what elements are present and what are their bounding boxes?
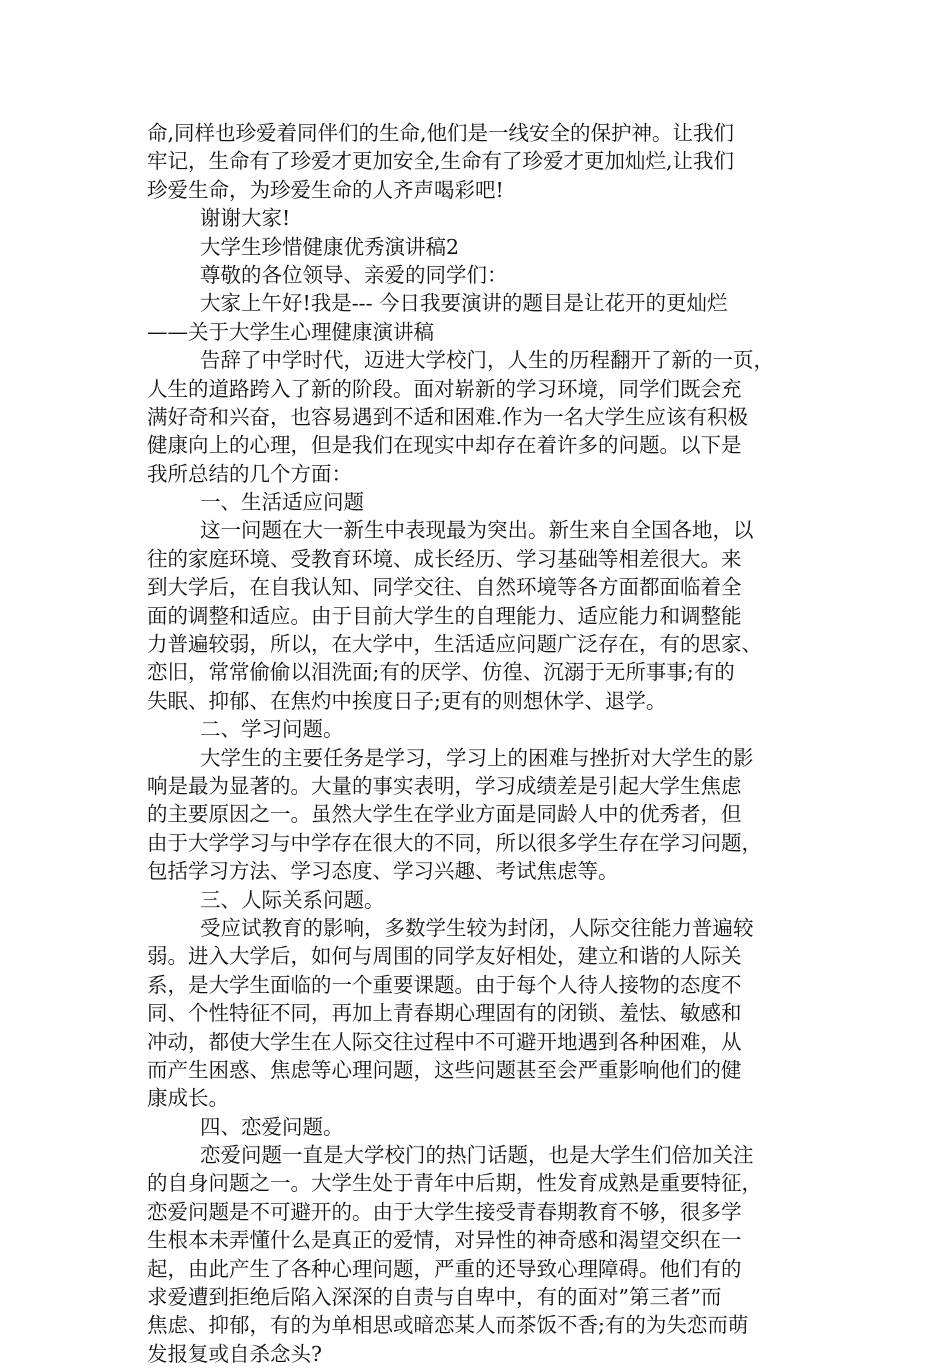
text-line: 命,同样也珍爱着同伴们的生命,他们是一线安全的保护神。让我们 — [147, 121, 735, 145]
text-line: 到大学后，在自我认知、同学交往、自然环境等各方面都面临着全 — [147, 575, 742, 600]
text-line: 发报复或自杀念头? — [147, 1341, 322, 1366]
text-line: 牢记，生命有了珍爱才更加安全,生命有了珍爱才更加灿烂,让我们 — [147, 149, 735, 174]
text-line: 包括学习方法、学习态度、学习兴趣、考试焦虑等。 — [147, 859, 619, 884]
text-line: 大学生的主要任务是学习，学习上的困难与挫折对大学生的影 — [200, 745, 754, 770]
text-line: 受应试教育的影响，多数学生较为封闭，人际交往能力普遍较 — [200, 915, 754, 940]
text-line: 人生的道路跨入了新的阶段。面对崭新的学习环境，同学们既会充 — [147, 376, 742, 401]
text-line: 面的调整和适应。由于目前大学生的自理能力、适应能力和调整能 — [147, 603, 742, 628]
text-line: 响是最为显著的。大量的事实表明，学习成绩差是引起大学生焦虑 — [147, 773, 742, 798]
text-line: 同、个性特征不同，再加上青春期心理固有的闭锁、羞怯、敏感和 — [147, 1001, 742, 1026]
text-line: 告辞了中学时代，迈进大学校门，人生的历程翻开了新的一页， — [200, 348, 774, 373]
document-body — [147, 119, 807, 1368]
text-line: 的自身问题之一。大学生处于青年中后期，性发育成熟是重要特征， — [147, 1171, 762, 1196]
text-line: 的主要原因之一。虽然大学生在学业方面是同龄人中的优秀者，但 — [147, 802, 742, 827]
text-line: 失眠、抑郁、在焦灼中挨度日子;更有的则想休学、退学。 — [147, 688, 667, 713]
text-line: 恋爱问题是不可避开的。由于大学生接受青春期教育不够，很多学 — [147, 1199, 742, 1224]
text-line: 一、生活适应问题 — [200, 490, 364, 515]
text-line: 而产生困惑、焦虑等心理问题，这些问题甚至会严重影响他们的健 — [147, 1057, 742, 1082]
text-line: 二、学习问题。 — [200, 717, 344, 742]
text-line: 康成长。 — [147, 1086, 229, 1111]
text-line: 弱。进入大学后，如何与周围的同学友好相处，建立和谐的人际关 — [147, 944, 742, 969]
text-line: 求爱遭到拒绝后陷入深深的自责与自卑中，有的面对”第三者”而 — [147, 1285, 722, 1310]
text-line: 恋爱问题一直是大学校门的热门话题，也是大学生们倍加关注 — [200, 1143, 754, 1168]
text-line: 四、恋爱问题。 — [200, 1114, 344, 1139]
text-line: 珍爱生命，为珍爱生命的人齐声喝彩吧! — [147, 177, 504, 202]
text-line: 我所总结的几个方面： — [147, 461, 352, 486]
text-line: 健康向上的心理，但是我们在现实中却存在着许多的问题。以下是 — [147, 433, 742, 458]
text-line: 焦虑、抑郁，有的为单相思或暗恋某人而茶饭不香;有的为失恋而萌 — [147, 1313, 749, 1338]
text-line: 满好奇和兴奋，也容易遇到不适和困难.作为一名大学生应该有积极 — [147, 404, 749, 429]
text-line: 大家上午好!我是--- 今日我要演讲的题目是让花开的更灿烂 — [200, 291, 728, 316]
text-line: 系，是大学生面临的一个重要课题。由于每个人待人接物的态度不 — [147, 972, 742, 997]
text-line: 力普遍较弱，所以，在大学中，生活适应问题广泛存在，有的思家、 — [147, 632, 762, 657]
text-line: 由于大学学习与中学存在很大的不同，所以很多学生存在学习问题， — [147, 830, 762, 855]
text-line: 谢谢大家! — [200, 206, 291, 231]
text-line: ——关于大学生心理健康演讲稿 — [147, 319, 434, 344]
text-line: 往的家庭环境、受教育环境、成长经历、学习基础等相差很大。来 — [147, 546, 742, 571]
text-line: 尊敬的各位领导、亲爱的同学们： — [200, 262, 508, 287]
text-line: 冲动，都使大学生在人际交往过程中不可避开地遇到各种困难，从 — [147, 1029, 742, 1054]
text-line: 生根本未弄懂什么是真正的爱情，对异性的神奇感和渴望交织在一 — [147, 1228, 742, 1253]
text-line: 三、人际关系问题。 — [200, 887, 385, 912]
text-line: 起，由此产生了各种心理问题，严重的还导致心理障碍。他们有的 — [147, 1256, 742, 1281]
text-line: 大学生珍惜健康优秀演讲稿2 — [200, 234, 460, 259]
text-line: 恋旧，常常偷偷以泪洗面;有的厌学、仿徨、沉溺于无所事事;有的 — [147, 660, 735, 685]
text-line: 这一问题在大一新生中表现最为突出。新生来自全国各地，以 — [200, 518, 754, 543]
